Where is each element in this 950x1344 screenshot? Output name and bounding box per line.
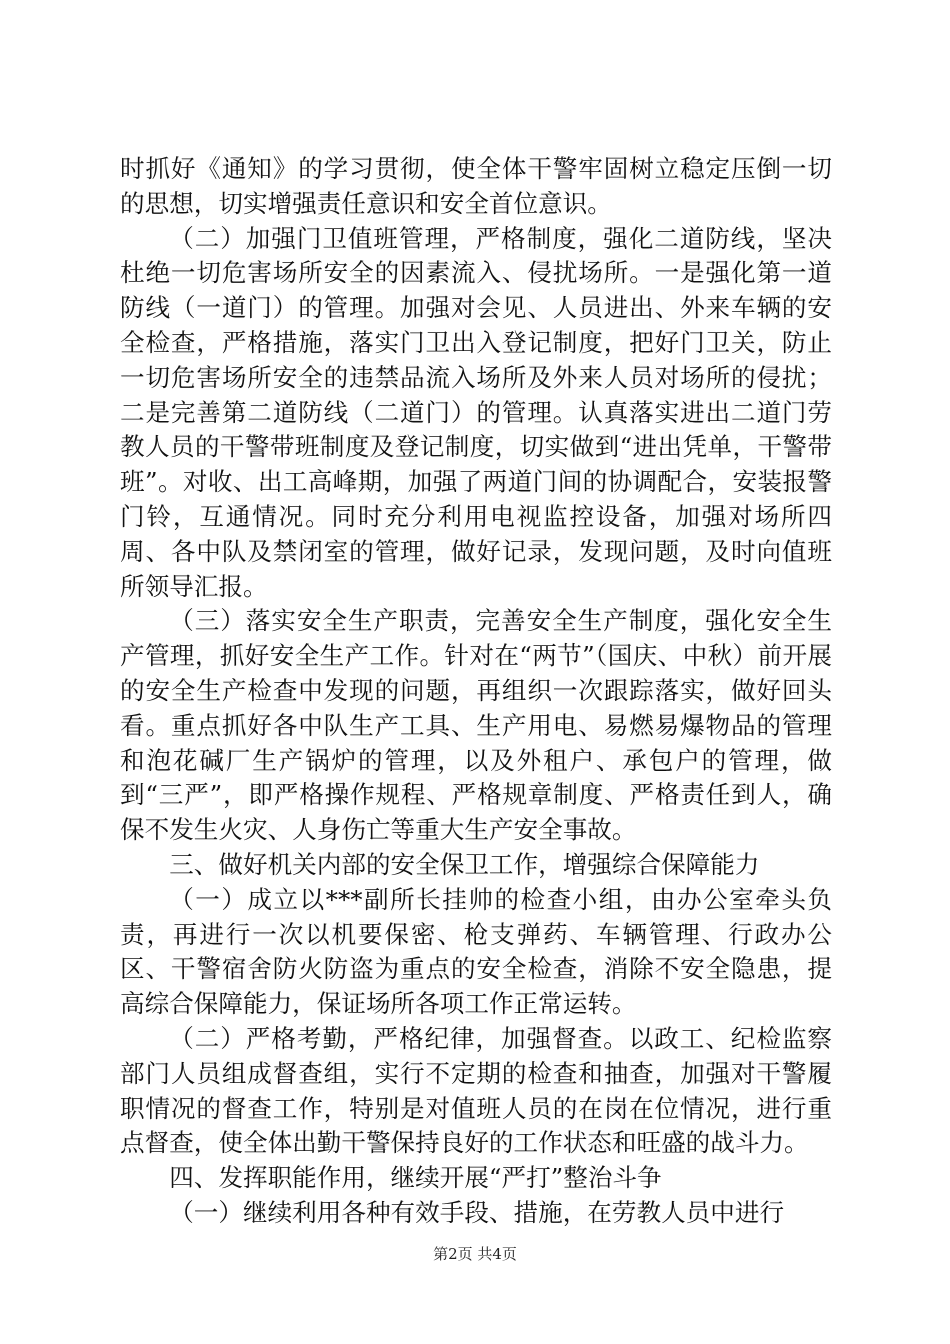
paragraph-gate-duty: （二）加强门卫值班管理，严格制度，强化二道防线，坚决杜绝一切危害场所安全的因素流入、侵扰场所。一是强化第一道防线（一道门）的管理。加强对会见、人员进出、外来车辆的安全检查，严格措施，落实门卫出入登记制度，把好门卫关，防止一切危害场所安全的违禁品流入场所及外来人员对场所的侵扰；二是完善第二道防线（二道门）的管理。认真落实进出二道门劳教人员的干警带班制度及登记制度，切实做到“进出凭单，干警带班”。对收、出工高峰期，加强了两道门间的协调配合，安装报警门铃，互通情况。同时充分利用电视监控设备，加强对场所四周、各中队及禁闭室的管理，做好记录，发现问题，及时向值班所领导汇报。: [120, 223, 832, 601]
paragraph-continuation: 时抓好《通知》的学习贯彻，使全体干警牢固树立稳定压倒一切的思想，切实增强责任意识和安全首位意识。: [120, 154, 832, 218]
paragraph-attendance-discipline: （二）严格考勤，严格纪律，加强督查。以政工、纪检监察部门人员组成督查组，实行不定期的检查和抽查，加强对干警履职情况的督查工作，特别是对值班人员的在岗在位情况，进行重点督查，使全体出勤干警保持良好的工作状态和旺盛的战斗力。: [120, 1023, 832, 1158]
paragraph-production-safety: （三）落实安全生产职责，完善安全生产制度，强化安全生产管理，抓好安全生产工作。针对在“两节”（国庆、中秋）前开展的安全生产检查中发现的问题，再组织一次跟踪落实，做好回头看。重点抓好各中队生产工具、生产用电、易燃易爆物品的管理和泡花碱厂生产锅炉的管理，以及外租户、承包户的管理，做到“三严”，即严格操作规程、严格规章制度、严格责任到人，确保不发生火灾、人身伤亡等重大生产安全事故。: [120, 606, 832, 845]
document-body: [120, 152, 832, 1231]
section-heading-internal-security: 三、做好机关内部的安全保卫工作，增强综合保障能力: [169, 849, 760, 879]
section-heading-crackdown: 四、发挥职能作用，继续开展“严打”整治斗争: [169, 1163, 662, 1193]
paragraph-measures: （一）继续利用各种有效手段、措施，在劳教人员中进行: [169, 1197, 785, 1227]
paragraph-inspection-team: （一）成立以***副所长挂帅的检查小组，由办公室牵头负责，再进行一次以机要保密、枪支弹药、车辆管理、行政办公区、干警宿舍防火防盗为重点的安全检查，消除不安全隐患，提高综合保障能力，保证场所各项工作正常运转。: [120, 884, 832, 1019]
page-number-footer: 第2页 共4页: [433, 1245, 517, 1263]
